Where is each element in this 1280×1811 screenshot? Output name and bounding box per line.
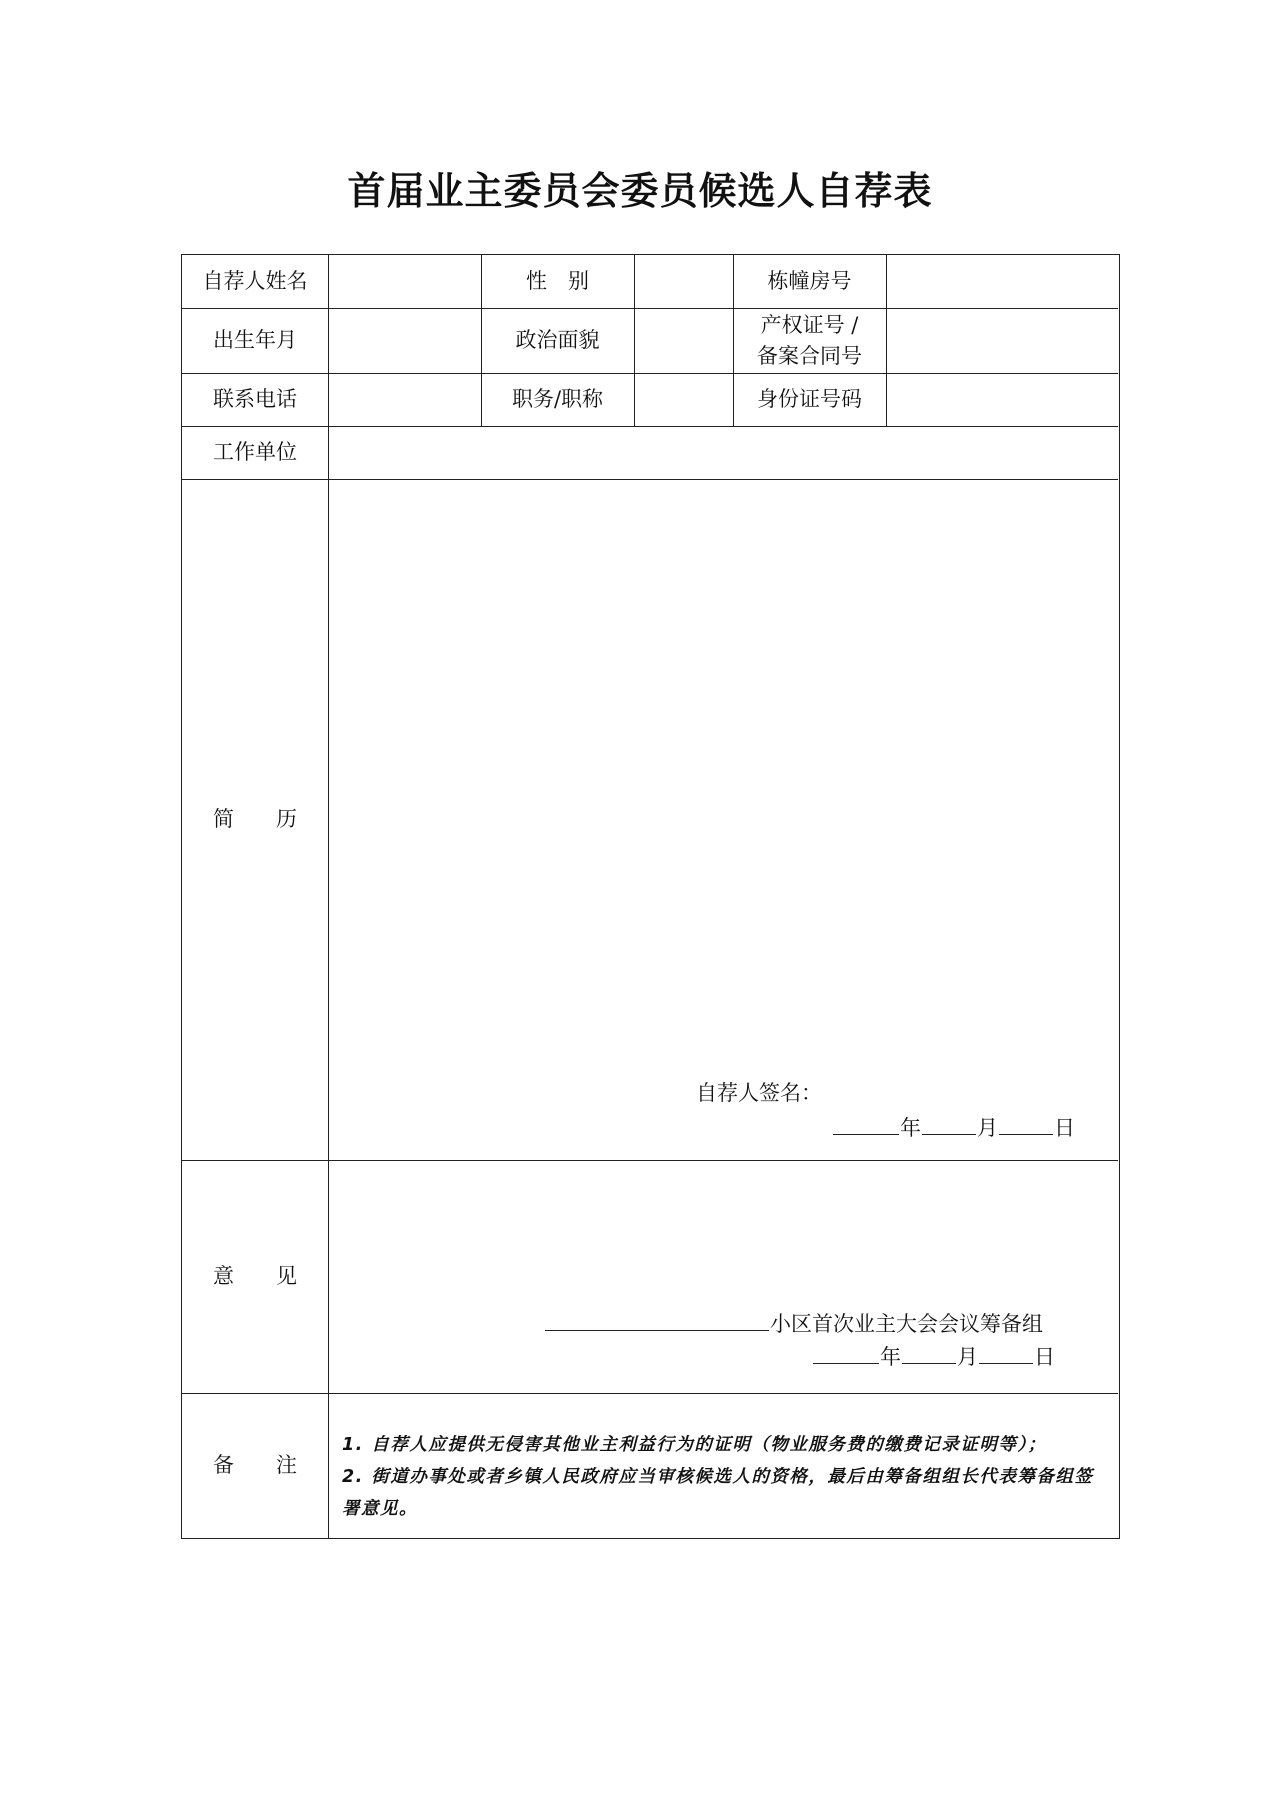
opinion-month-blank[interactable] — [902, 1340, 956, 1364]
gender-field[interactable] — [634, 255, 733, 308]
remarks-label: 备 注 — [213, 1453, 297, 1478]
position-label: 职务/职称 — [511, 387, 604, 412]
birth-label: 出生年月 — [213, 328, 297, 353]
birth-field[interactable] — [328, 308, 481, 373]
preparatory-group-line — [544, 1307, 1043, 1338]
property-label — [733, 308, 886, 373]
phone-field[interactable] — [328, 373, 481, 426]
resume-year-label: 年 — [900, 1116, 921, 1141]
remarks-note-1: 1. 自荐人应提供无侵害其他业主利益行为的证明（物业服务费的缴费记录证明等）； — [342, 1435, 1047, 1455]
applicant-signature-label: 自荐人签名： — [696, 1081, 822, 1105]
property-field[interactable] — [886, 308, 1118, 373]
gender-label: 性 别 — [526, 269, 589, 294]
building-label: 栋幢房号 — [767, 269, 852, 294]
work-unit-label: 工作单位 — [213, 440, 297, 465]
community-name-blank[interactable] — [545, 1307, 769, 1331]
resume-month-label: 月 — [977, 1116, 998, 1141]
id-number-field[interactable] — [886, 373, 1118, 426]
name-field[interactable] — [328, 255, 481, 308]
property-label-line2: 备案合同号 — [757, 343, 862, 368]
id-number-label: 身份证号码 — [757, 387, 862, 412]
phone-label: 联系电话 — [213, 387, 297, 412]
political-label: 政治面貌 — [515, 328, 600, 353]
work-unit-field[interactable] — [328, 426, 1118, 479]
resume-month-blank[interactable] — [922, 1111, 976, 1135]
page-title: 首届业主委员会委员候选人自荐表 — [347, 168, 933, 213]
opinion-month-label: 月 — [957, 1345, 978, 1370]
resume-day-label: 日 — [1054, 1116, 1075, 1141]
resume-label: 简 历 — [213, 807, 297, 832]
opinion-day-label: 日 — [1034, 1345, 1055, 1370]
remarks-note-2: 2. 街道办事处或者乡镇人民政府应当审核候选人的资格，最后由筹备组组长代表筹备组签署意见。 — [342, 1467, 1094, 1519]
name-label: 自荐人姓名 — [202, 269, 308, 294]
opinion-year-label: 年 — [880, 1345, 901, 1370]
self-recommendation-form — [181, 254, 1120, 1539]
resume-year-blank[interactable] — [833, 1111, 899, 1135]
position-field[interactable] — [634, 373, 733, 426]
opinion-year-blank[interactable] — [813, 1340, 879, 1364]
resume-date — [832, 1111, 1075, 1142]
opinion-day-blank[interactable] — [979, 1340, 1033, 1364]
resume-field[interactable] — [328, 479, 1118, 1079]
opinion-date — [812, 1340, 1055, 1371]
resume-day-blank[interactable] — [999, 1111, 1053, 1135]
property-label-line1: 产权证号 / — [760, 313, 859, 338]
opinion-label: 意 见 — [213, 1264, 297, 1289]
building-field[interactable] — [886, 255, 1118, 308]
remarks-notes — [342, 1429, 1108, 1525]
political-field[interactable] — [634, 308, 733, 373]
preparatory-group-label: 小区首次业主大会会议筹备组 — [770, 1312, 1043, 1337]
